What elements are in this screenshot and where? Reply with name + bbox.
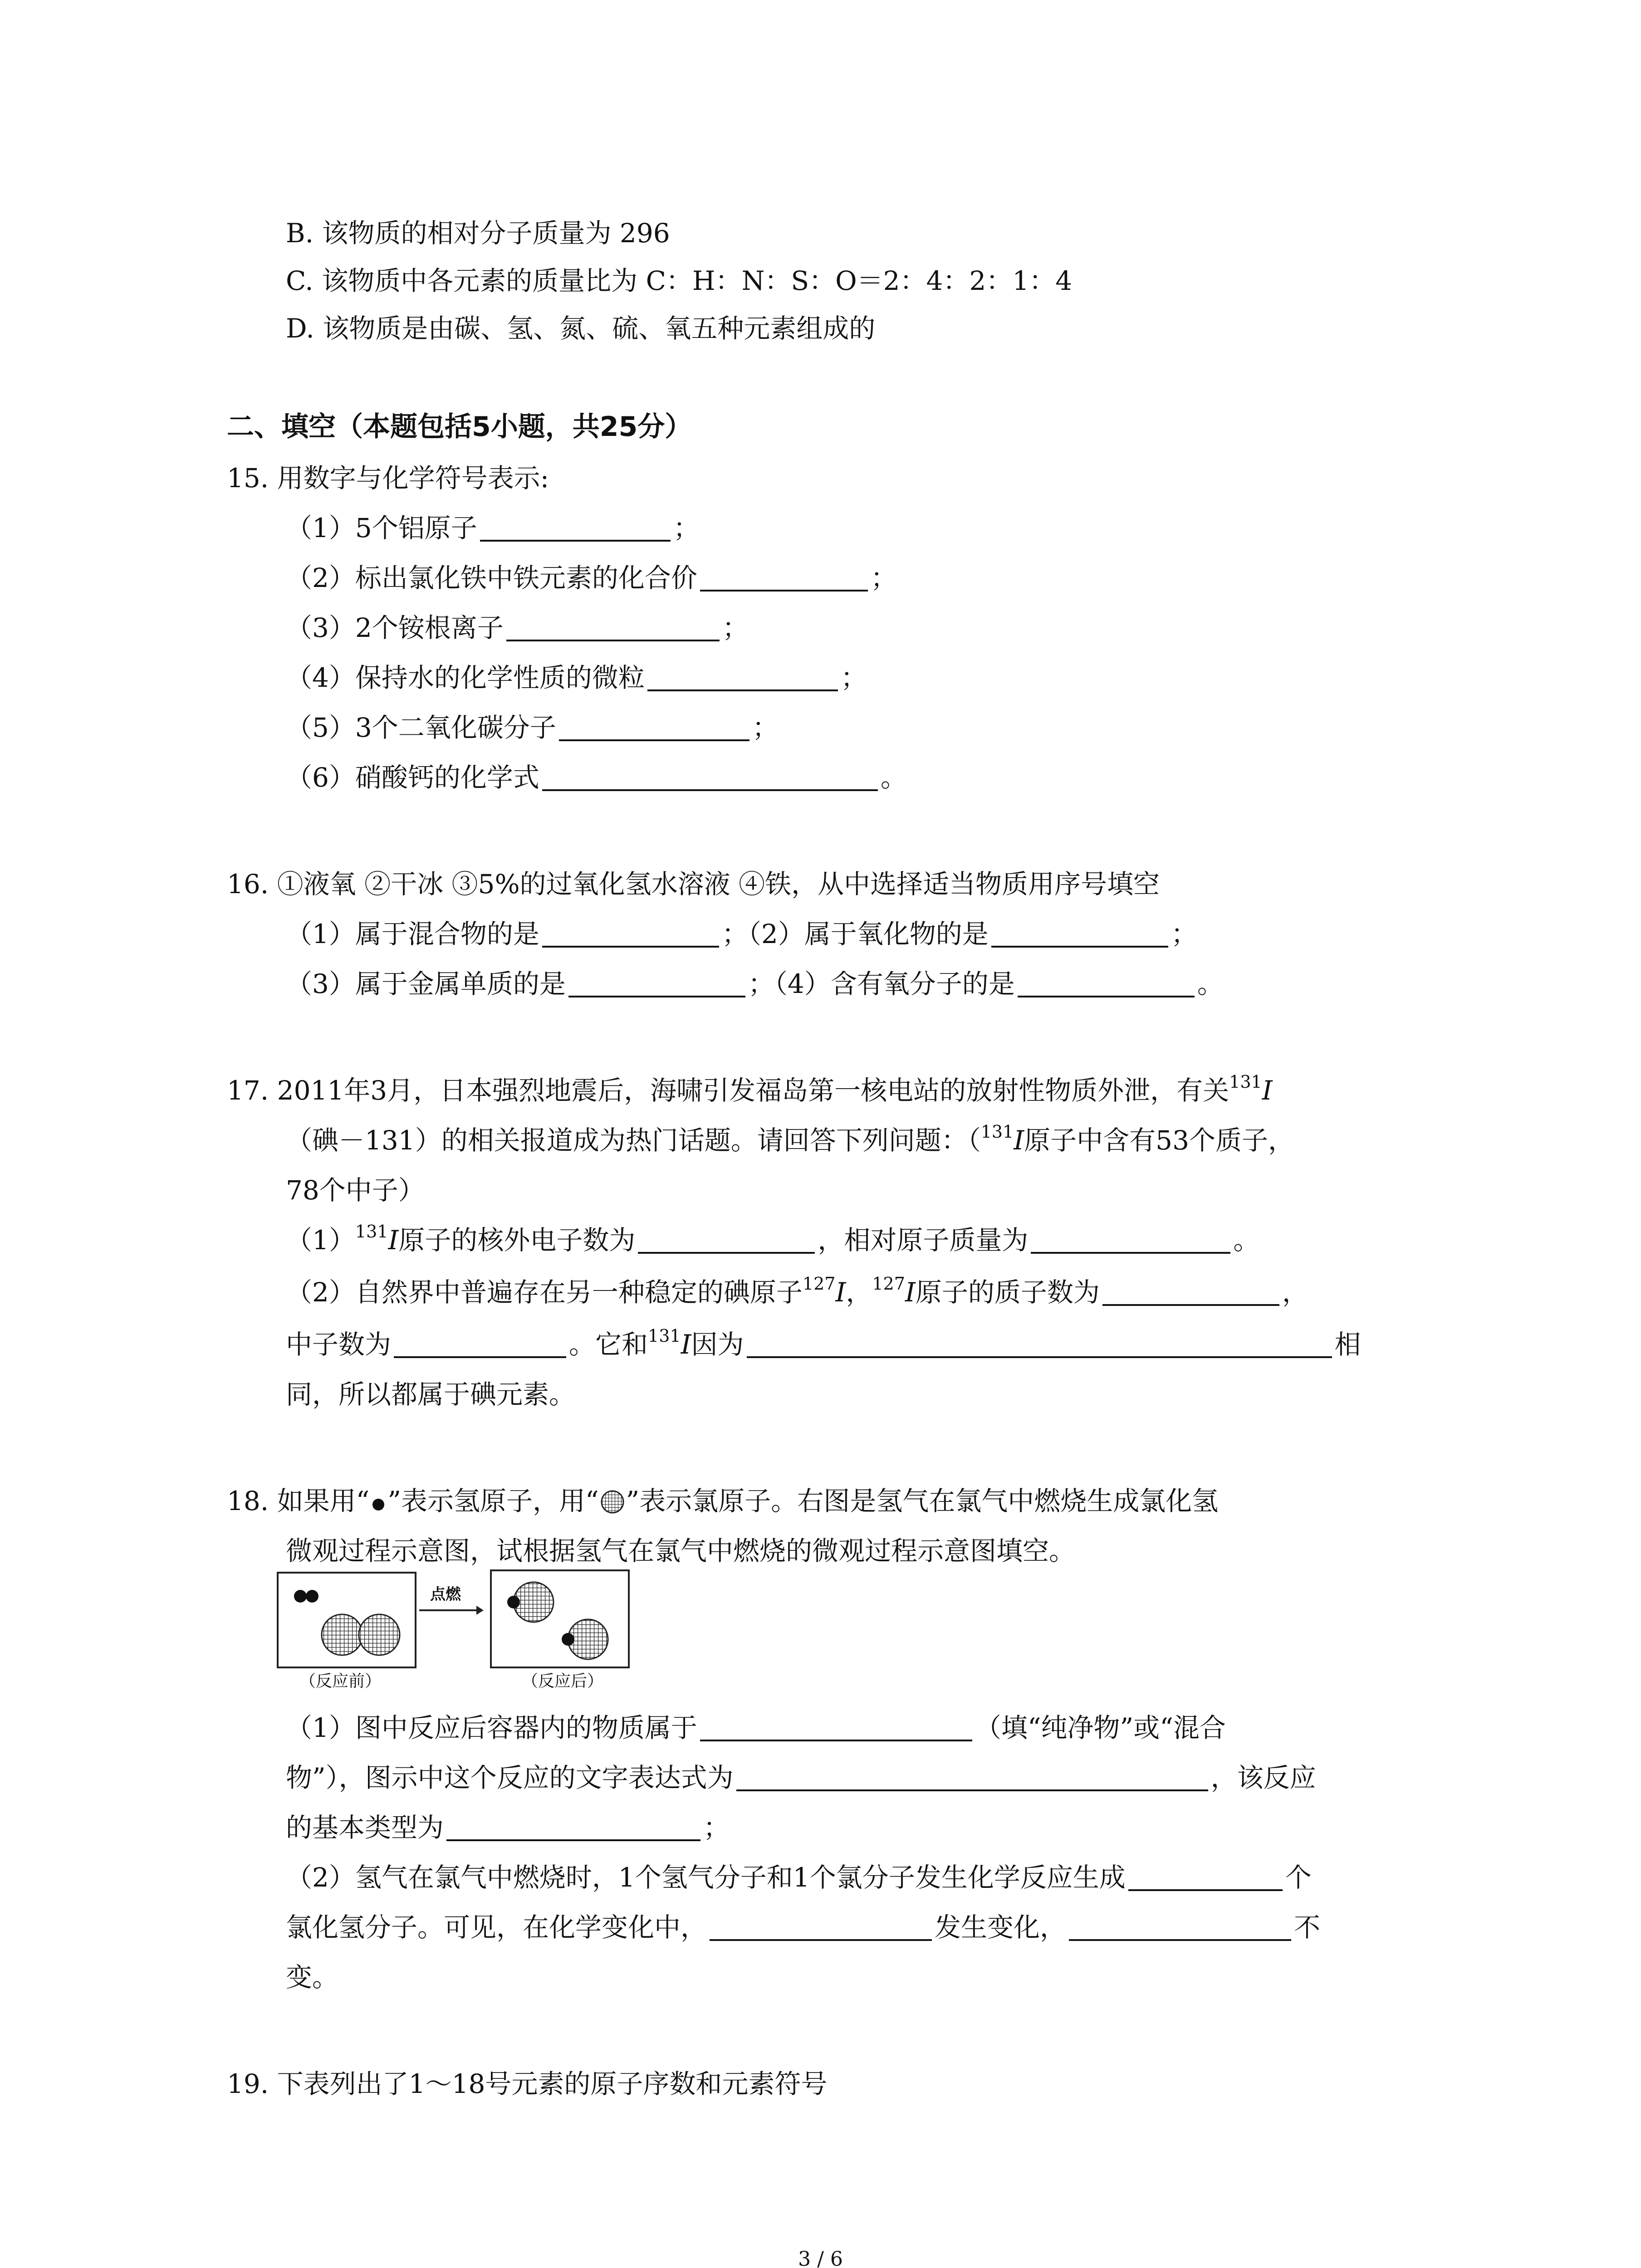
- q15-item-6: （6）硝酸钙的化学式 。: [286, 762, 907, 793]
- before-molecules: [279, 1574, 415, 1667]
- q18-part-1: （1）图中反应后容器内的物质属于 （填“纯净物”或“混合: [286, 1712, 1226, 1743]
- answer-blank[interactable]: [542, 766, 878, 791]
- answer-blank[interactable]: [542, 922, 719, 948]
- q14-option-b: B. 该物质的相对分子质量为 296: [286, 218, 670, 249]
- section-heading: 二、填空（本题包括5小题，共25分）: [227, 411, 692, 443]
- caption-before: （反应前）: [299, 1672, 382, 1691]
- chlorine-atom-icon: [322, 1614, 362, 1655]
- chlorine-atom-icon: [599, 1488, 626, 1515]
- answer-blank[interactable]: [747, 1333, 1332, 1358]
- answer-blank[interactable]: [1102, 1281, 1279, 1306]
- answer-blank[interactable]: [1018, 972, 1195, 997]
- answer-blank[interactable]: [446, 1816, 700, 1841]
- q15-item-5: （5）3个二氧化碳分子 ；: [286, 712, 779, 743]
- q16-line-2: （3）属于金属单质的是 ；（4）含有氧分子的是 。: [286, 968, 1224, 999]
- q17-part-2-cont: 中子数为 。它和$^{131}$I因为 相: [286, 1326, 1361, 1360]
- answer-blank[interactable]: [1128, 1866, 1283, 1891]
- hydrogen-atom-icon: [369, 1494, 387, 1512]
- q17-line-3: 78个中子）: [286, 1175, 425, 1206]
- answer-blank[interactable]: [506, 616, 720, 641]
- page-number: 3 / 6: [798, 2248, 843, 2268]
- reaction-diagram: [277, 1572, 640, 1690]
- q17-part-1: $(1)^{131}I$原子的核外电子数为 ，相对原子质量为 。: [286, 1222, 1260, 1256]
- q15-item-1: （1）5个铝原子 ；: [286, 513, 700, 543]
- hydrogen-atom-icon: [562, 1633, 574, 1646]
- q14-option-c: C. 该物质中各元素的质量比为 C：H：N：S：O＝2：4：2：1：4: [286, 265, 1073, 296]
- q19-stem: 19. 下表列出了1～18号元素的原子序数和元素符号: [227, 2068, 828, 2099]
- q17-part-2-end: 同，所以都属于碘元素。: [286, 1379, 576, 1410]
- answer-blank[interactable]: [700, 1716, 972, 1741]
- before-container: [277, 1572, 416, 1668]
- answer-blank[interactable]: [480, 516, 671, 542]
- q18-line-1: 18. 如果用“ ”表示氢原子，用“ ”表示氯原子。右图是氢气在氯气中燃烧生成氯化氢: [227, 1486, 1219, 1516]
- hydrogen-atom-icon: [507, 1596, 520, 1608]
- answer-blank[interactable]: [568, 972, 745, 997]
- answer-blank[interactable]: [638, 1228, 815, 1254]
- chlorine-atom-icon: [359, 1614, 400, 1655]
- answer-blank[interactable]: [1031, 1228, 1230, 1254]
- after-container: [490, 1569, 630, 1668]
- hydrogen-atom-icon: [306, 1590, 318, 1603]
- q18-line-2: 微观过程示意图，试根据氢气在氯气中燃烧的微观过程示意图填空。: [286, 1535, 1076, 1566]
- q18-part-2: （2）氢气在氯气中燃烧时，1个氢气分子和1个氯分子发生化学反应生成 个: [286, 1862, 1312, 1893]
- q17-part-2: （2）自然界中普遍存在另一种稳定的碘原子$^{127}$I，$^{127}$I原子的质子数为 ，: [286, 1274, 1308, 1308]
- answer-blank[interactable]: [647, 666, 838, 691]
- q15-item-2: （2）标出氯化铁中铁元素的化合价 ；: [286, 562, 897, 593]
- q16-line-1: （1）属于混合物的是 ；（2）属于氧化物的是 ；: [286, 919, 1197, 949]
- q17-line-1: 17. 2011年3月，日本强烈地震后，海啸引发福岛第一核电站的放射性物质外泄，有关$^{131}$I: [227, 1072, 1273, 1106]
- answer-blank[interactable]: [736, 1766, 1208, 1791]
- q18-part-1-cont: 物”），图示中这个反应的文字表达式为 ，该反应: [286, 1762, 1316, 1793]
- q18-part-2-cont: 氯化氢分子。可见，在化学变化中， 发生变化， 不: [286, 1912, 1321, 1943]
- arrow-icon: [417, 1603, 485, 1617]
- arrow-label: 点燃: [430, 1585, 461, 1603]
- q14-option-d: D. 该物质是由碳、氢、氮、硫、氧五种元素组成的: [286, 313, 876, 344]
- answer-blank[interactable]: [700, 566, 868, 591]
- q16-stem: 16. ①液氧 ②干冰 ③5%的过氧化氢水溶液 ④铁，从中选择适当物质用序号填空: [227, 869, 1160, 899]
- hydrogen-atom-icon: [294, 1590, 307, 1603]
- answer-blank[interactable]: [1069, 1916, 1291, 1941]
- q15-stem: 15. 用数字与化学符号表示:: [227, 463, 549, 494]
- caption-after: （反应后）: [522, 1672, 604, 1691]
- after-molecules: [492, 1571, 628, 1667]
- q15-item-4: （4）保持水的化学性质的微粒 ；: [286, 662, 867, 693]
- answer-blank[interactable]: [710, 1916, 932, 1941]
- answer-blank[interactable]: [559, 716, 749, 741]
- q18-part-1-end: 的基本类型为 ；: [286, 1812, 730, 1843]
- answer-blank[interactable]: [394, 1333, 566, 1358]
- answer-blank[interactable]: [991, 922, 1168, 948]
- q17-line-2: （碘－131）的相关报道成为热门话题。请回答下列问题：（$^{131}$I原子中含有53个质子，: [286, 1122, 1294, 1156]
- q18-part-2-end: 变。: [286, 1962, 339, 1993]
- q15-item-3: （3）2个铵根离子 ；: [286, 612, 749, 643]
